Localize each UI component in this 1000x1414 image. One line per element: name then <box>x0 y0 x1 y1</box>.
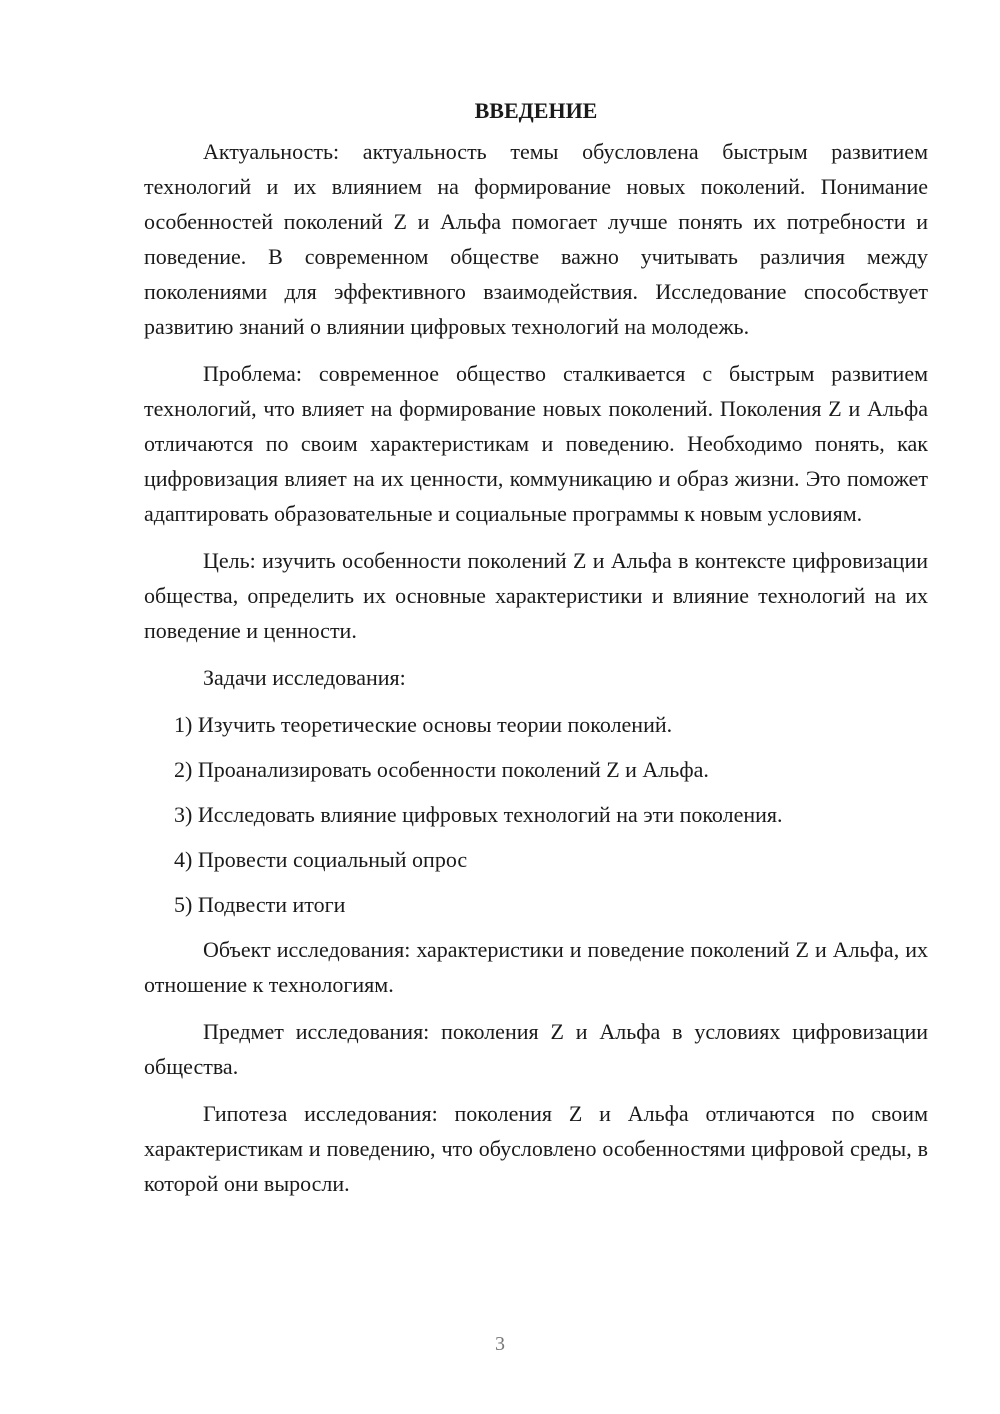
paragraph-goal: Цель: изучить особенности поколений Z и Альфа в контексте цифровизации общества, определить их основные характеристики и влияние технологий на их поведение и ценности. <box>144 548 928 643</box>
paragraph-subject: Предмет исследования: поколения Z и Альфа в условиях цифровизации общества. <box>144 1019 928 1079</box>
task-item-4: 4) Провести социальный опрос <box>174 847 468 872</box>
section-title: ВВЕДЕНИЕ <box>474 98 598 123</box>
tasks-heading: Задачи исследования: <box>203 665 406 690</box>
task-item-5: 5) Подвести итоги <box>174 892 346 917</box>
task-item-1: 1) Изучить теоретические основы теории поколений. <box>174 712 673 737</box>
paragraph-object: Объект исследования: характеристики и поведение поколений Z и Альфа, их отношение к технологиям. <box>144 937 928 997</box>
paragraph-hypothesis: Гипотеза исследования: поколения Z и Альфа отличаются по своим характеристикам и поведению, что обусловлено особенностями цифровой среды, в которой они выросли. <box>144 1101 928 1196</box>
page-content <box>144 94 928 1213</box>
task-item-3: 3) Исследовать влияние цифровых технологий на эти поколения. <box>174 802 783 827</box>
page-number: 3 <box>495 1333 505 1355</box>
task-item-2: 2) Проанализировать особенности поколений Z и Альфа. <box>174 757 709 782</box>
paragraph-problem: Проблема: современное общество сталкивается с быстрым развитием технологий, что влияет на формирование новых поколений. Поколения Z и Альфа отличаются по своим характеристикам и поведению. Необходимо понять, как цифровизация влияет на их ценности, коммуникацию и образ жизни. Это поможет адаптировать образовательные и социальные программы к новым условиям. <box>144 361 928 526</box>
paragraph-relevance: Актуальность: актуальность темы обусловлена быстрым развитием технологий и их влиянием на формирование новых поколений. Понимание особенностей поколений Z и Альфа помогает лучше понять их потребности и поведение. В современном обществе важно учитывать различия между поколениями для эффективного взаимодействия. Исследование способствует развитию знаний о влиянии цифровых технологий на молодежь. <box>144 139 928 339</box>
